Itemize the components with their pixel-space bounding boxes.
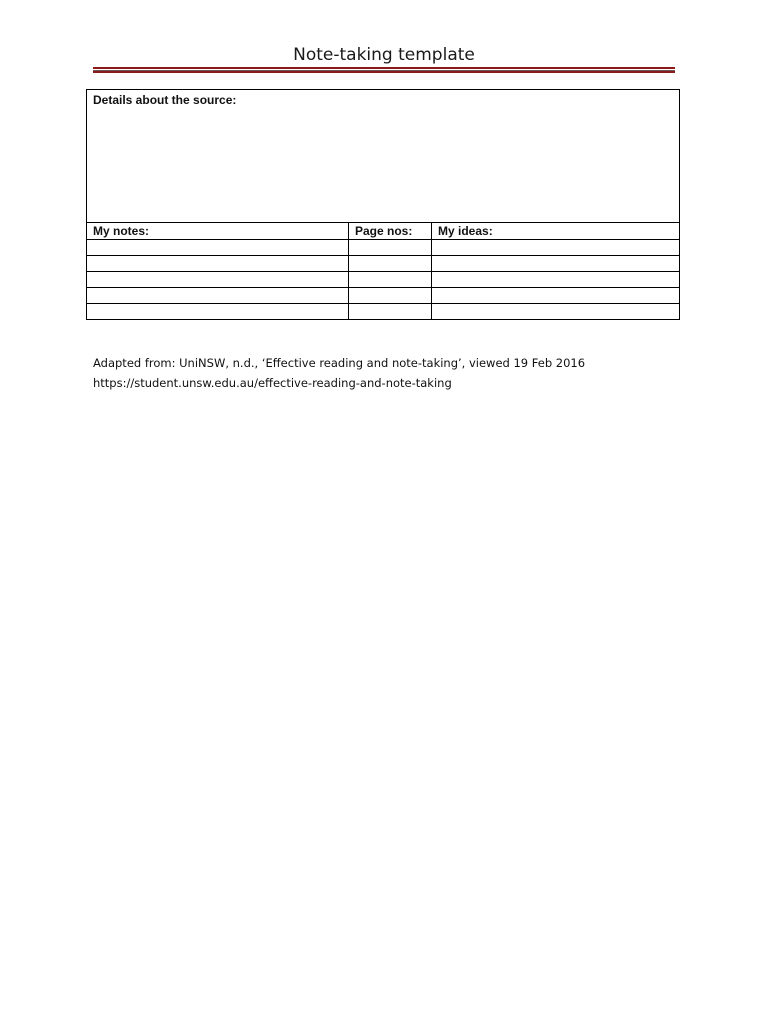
ideas-header-cell bbox=[432, 223, 680, 240]
table-row bbox=[87, 256, 680, 272]
header-row bbox=[87, 223, 680, 240]
ideas-cell[interactable] bbox=[432, 272, 680, 288]
table-row bbox=[87, 304, 680, 320]
source-details-label: Details about the source: bbox=[93, 93, 237, 107]
pages-cell[interactable] bbox=[349, 272, 432, 288]
ideas-header: My ideas: bbox=[438, 224, 493, 238]
ideas-cell[interactable] bbox=[432, 304, 680, 320]
notes-cell[interactable] bbox=[87, 288, 349, 304]
ideas-cell[interactable] bbox=[432, 288, 680, 304]
notes-cell[interactable] bbox=[87, 272, 349, 288]
page-title: Note-taking template bbox=[293, 45, 475, 65]
title-rule-bottom bbox=[93, 71, 675, 73]
table-row bbox=[87, 240, 680, 256]
notes-header: My notes: bbox=[93, 224, 150, 238]
title-rule-top bbox=[93, 67, 675, 69]
attribution-source: Adapted from: UniNSW, n.d., ‘Effective reading and note-taking’, viewed 19 Feb 2016 bbox=[93, 356, 586, 370]
notes-cell[interactable] bbox=[87, 240, 349, 256]
pages-cell[interactable] bbox=[349, 288, 432, 304]
notes-cell[interactable] bbox=[87, 256, 349, 272]
ideas-cell[interactable] bbox=[432, 240, 680, 256]
pages-header-cell bbox=[349, 223, 432, 240]
pages-cell[interactable] bbox=[349, 304, 432, 320]
note-taking-table bbox=[86, 89, 680, 320]
notes-cell[interactable] bbox=[87, 304, 349, 320]
notes-header-cell bbox=[87, 223, 349, 240]
attribution-url[interactable]: https://student.unsw.edu.au/effective-reading-and-note-taking bbox=[93, 376, 452, 390]
pages-header: Page nos: bbox=[355, 224, 413, 238]
table-row bbox=[87, 272, 680, 288]
attribution bbox=[93, 353, 693, 393]
ideas-cell[interactable] bbox=[432, 256, 680, 272]
source-row bbox=[87, 90, 680, 223]
source-details-cell[interactable] bbox=[87, 90, 680, 223]
pages-cell[interactable] bbox=[349, 256, 432, 272]
pages-cell[interactable] bbox=[349, 240, 432, 256]
table-row bbox=[87, 288, 680, 304]
